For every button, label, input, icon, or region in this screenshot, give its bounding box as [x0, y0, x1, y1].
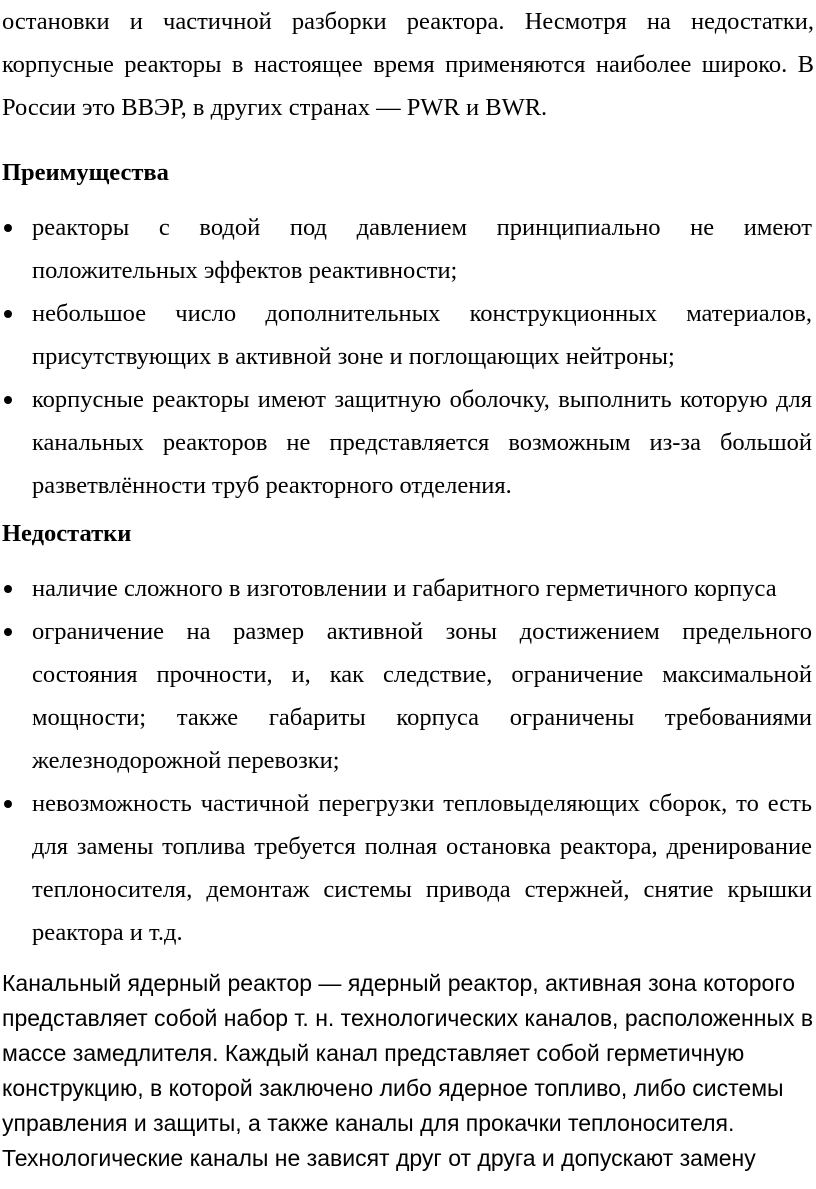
bullet-icon [4, 396, 12, 404]
channel-reactor-paragraph: Канальный ядерный реактор — ядерный реактор, активная зона которого представляет собой набор т. н. технологических каналов, расположенных в массе замедлителя. Каждый канал представляет собой герметичную конструкцию, в которой заключено либо ядерное топливо, либо системы управления и защиты, а также каналы для прокачки теплоносителя. Технологические каналы не зависят друг от друга и допускают замену [2, 970, 814, 1171]
disadvantages-list [0, 567, 816, 954]
list-item-text: реакторы с водой под давлением принципиально не имеют положительных эффектов реактивности; [32, 214, 812, 284]
bullet-icon [4, 585, 12, 593]
advantages-list [0, 206, 816, 507]
bullet-icon [4, 224, 12, 232]
list-item [0, 292, 812, 378]
list-item-text: невозможность частичной перегрузки тепловыделяющих сборок, то есть для замены топлива требуется полная остановка реактора, дренирование теплоносителя, демонтаж системы привода стержней, снятие крышки реактора и т.д. [32, 790, 812, 946]
bullet-icon [4, 310, 12, 318]
list-item [0, 206, 812, 292]
bullet-icon [4, 628, 12, 636]
list-item [0, 610, 812, 782]
list-item-text: ограничение на размер активной зоны достижением предельного состояния прочности, и, как следствие, ограничение максимальной мощности; также габариты корпуса ограничены требованиями железнодорожной перевозки; [32, 618, 812, 774]
list-item [0, 782, 812, 954]
list-item-text: небольшое число дополнительных конструкционных материалов, присутствующих в активной зоне и поглощающих нейтроны; [32, 300, 812, 370]
list-item-text: корпусные реакторы имеют защитную оболочку, выполнить которую для канальных реакторов не представляется возможным из-за большой разветвлённости труб реакторного отделения. [32, 386, 812, 499]
disadvantages-heading: Недостатки [2, 520, 132, 547]
intro-paragraph: остановки и частичной разборки реактора. Несмотря на недостатки, корпусные реакторы в настоящее время применяются наиболее широко. В России это ВВЭР, в других странах — PWR и BWR. [2, 8, 814, 121]
list-item [0, 567, 812, 610]
advantages-heading: Преимущества [2, 159, 169, 186]
list-item-text: наличие сложного в изготовлении и габаритного герметичного корпуса [32, 575, 777, 602]
bullet-icon [4, 800, 12, 808]
list-item [0, 378, 812, 507]
